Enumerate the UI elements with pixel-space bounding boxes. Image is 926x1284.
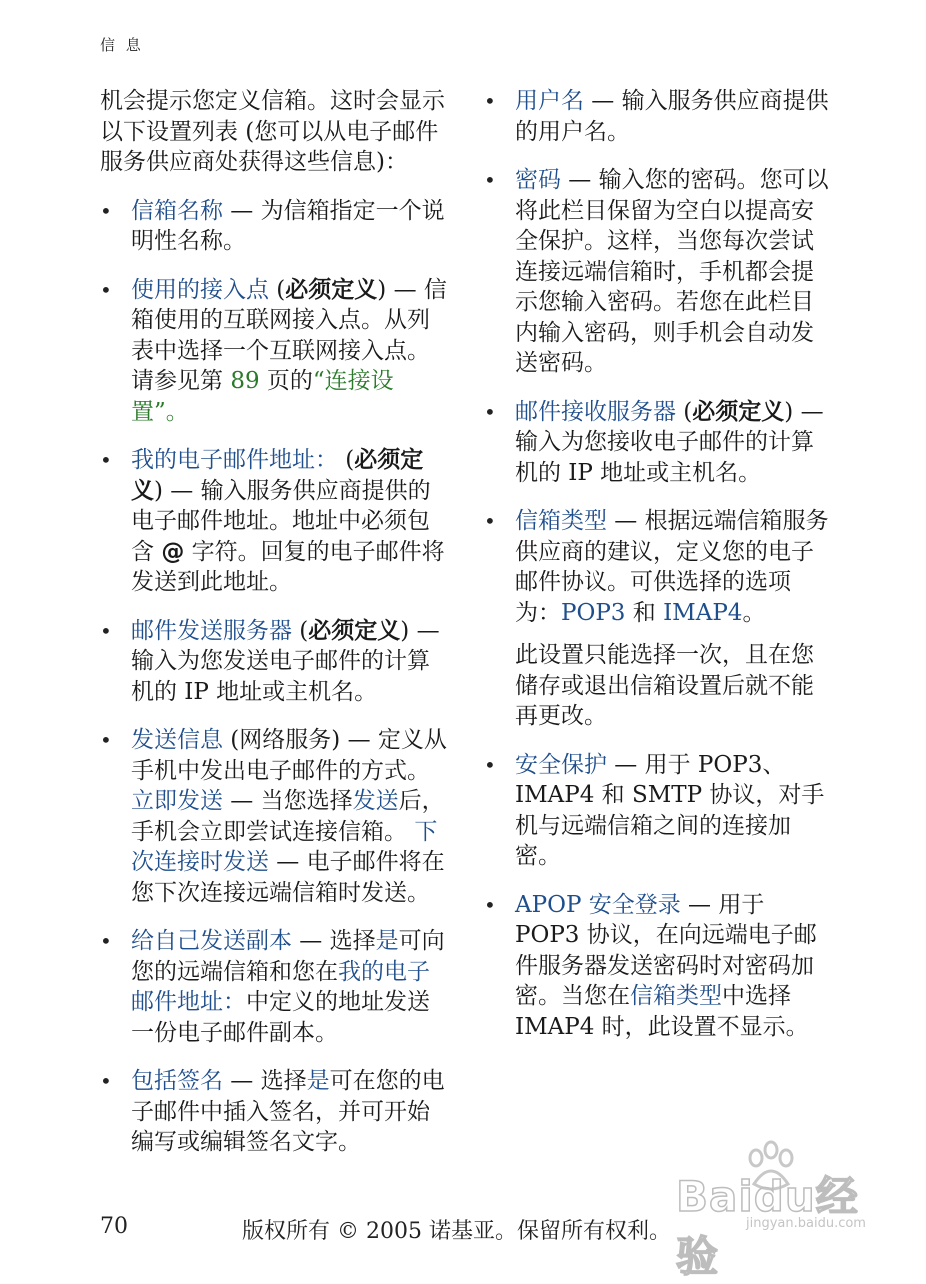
page-number: 70	[100, 1214, 128, 1239]
option-label: 立即发送	[131, 788, 223, 814]
required-label: 必须定义	[285, 275, 378, 303]
required-label: 必须定义	[692, 397, 785, 425]
term: 信箱名称	[131, 197, 223, 224]
required-label: 必须定义	[131, 446, 424, 504]
term: 密码	[515, 167, 561, 193]
watermark-url: jingyan.baidu.com	[746, 1216, 866, 1231]
option-label: IMAP4	[663, 599, 743, 626]
at-symbol: @	[161, 538, 185, 565]
term: 使用的接入点	[131, 276, 269, 303]
option-label: 是	[306, 1068, 330, 1094]
right-column	[484, 86, 834, 1060]
baidu-watermark	[676, 1138, 876, 1281]
list-item-incoming-server: • 邮件接收服务器 (必须定义) — 输入为您接收电子邮件的计算机的 IP 地址或主机名。	[484, 397, 834, 489]
term-reference: 我的电子邮件地址：	[131, 958, 430, 1015]
term: 包括签名	[131, 1068, 223, 1094]
list-item-apop: • APOP 安全登录 — 用于 POP3 协议，在向远端电子邮件服务器发送密码时对密码加密。当您在信箱类型中选择 IMAP4 时，此设置不显示。	[484, 890, 834, 1043]
option-label: 下次连接时发送	[131, 818, 438, 875]
settings-list-right	[484, 86, 834, 628]
term: 用户名	[515, 88, 584, 114]
intro-paragraph: 机会提示您定义信箱。这时会显示以下设置列表 (您可以从电子邮件服务供应商处获得这些信息)：	[100, 88, 445, 175]
term: 我的电子邮件地址：	[131, 447, 338, 473]
list-item-send-message: • 发送信息 (网络服务) — 定义从手机中发出电子邮件的方式。立即发送 — 当您选择发送后，手机会立即尝试连接信箱。 下次连接时发送 — 电子邮件将在您下次连接远端信箱时发送。	[100, 725, 450, 908]
term: 邮件接收服务器	[515, 398, 676, 425]
required-label: 必须定义	[308, 616, 401, 644]
option-label: 是	[375, 928, 399, 954]
term: 给自己发送副本	[131, 928, 292, 954]
list-item-username: • 用户名 — 输入服务供应商提供的用户名。	[484, 86, 834, 147]
copyright-notice: 版权所有 © 2005 诺基亚。保留所有权利。	[242, 1219, 671, 1244]
left-column	[100, 86, 450, 1176]
list-item-mailbox-name: • 信箱名称 — 为信箱指定一个说明性名称。	[100, 196, 450, 257]
term: 安全保护	[515, 751, 607, 778]
term: 邮件发送服务器	[131, 617, 292, 644]
list-item-signature: • 包括签名 — 选择是可在您的电子邮件中插入签名，并可开始编写或编辑签名文字。	[100, 1066, 450, 1158]
section-header: 信 息	[100, 36, 144, 54]
term: APOP 安全登录	[515, 891, 681, 918]
term: 发送信息	[131, 727, 223, 753]
term-reference: 信箱类型	[630, 983, 722, 1009]
list-item-email-address: • 我的电子邮件地址： (必须定义) — 输入服务供应商提供的电子邮件地址。地址中必须包含 @ 字符。回复的电子邮件将发送到此地址。	[100, 445, 450, 598]
settings-list-right-2	[484, 750, 834, 1043]
watermark-brand: Baidu经验	[676, 1172, 859, 1281]
list-item-mailbox-type: • 信箱类型 — 根据远端信箱服务供应商的建议，定义您的电子邮件协议。可供选择的选项为：POP3 和 IMAP4。	[484, 506, 834, 628]
option-label: 发送	[352, 788, 399, 814]
list-item-password: • 密码 — 输入您的密码。您可以将此栏目保留为空白以提高安全保护。这样，当您每次尝试连接远端信箱时，手机都会提示您输入密码。若您在此栏目内输入密码，则手机会自动发送密码。	[484, 165, 834, 379]
list-item-access-point: • 使用的接入点 (必须定义) — 信箱使用的互联网接入点。从列表中选择一个互联网接入点。 请参见第 89 页的“连接设置”。	[100, 275, 450, 428]
list-item-security: • 安全保护 — 用于 POP3、IMAP4 和 SMTP 协议，对手机与远端信箱之间的连接加密。	[484, 750, 834, 872]
term: 信箱类型	[515, 508, 607, 534]
mailbox-type-note: 此设置只能选择一次，且在您储存或退出信箱设置后就不能再更改。	[515, 642, 814, 729]
list-item-send-copy: • 给自己发送副本 — 选择是可向您的远端信箱和您在我的电子邮件地址：中定义的地址发送一份电子邮件副本。	[100, 926, 450, 1048]
page-link[interactable]: 89	[230, 368, 260, 394]
option-label: POP3	[561, 599, 626, 626]
settings-list-left	[100, 196, 450, 1158]
cross-reference-link[interactable]: “连接设置”	[131, 368, 394, 425]
list-item-outgoing-server: • 邮件发送服务器 (必须定义) — 输入为您发送电子邮件的计算机的 IP 地址或主机名。	[100, 616, 450, 708]
